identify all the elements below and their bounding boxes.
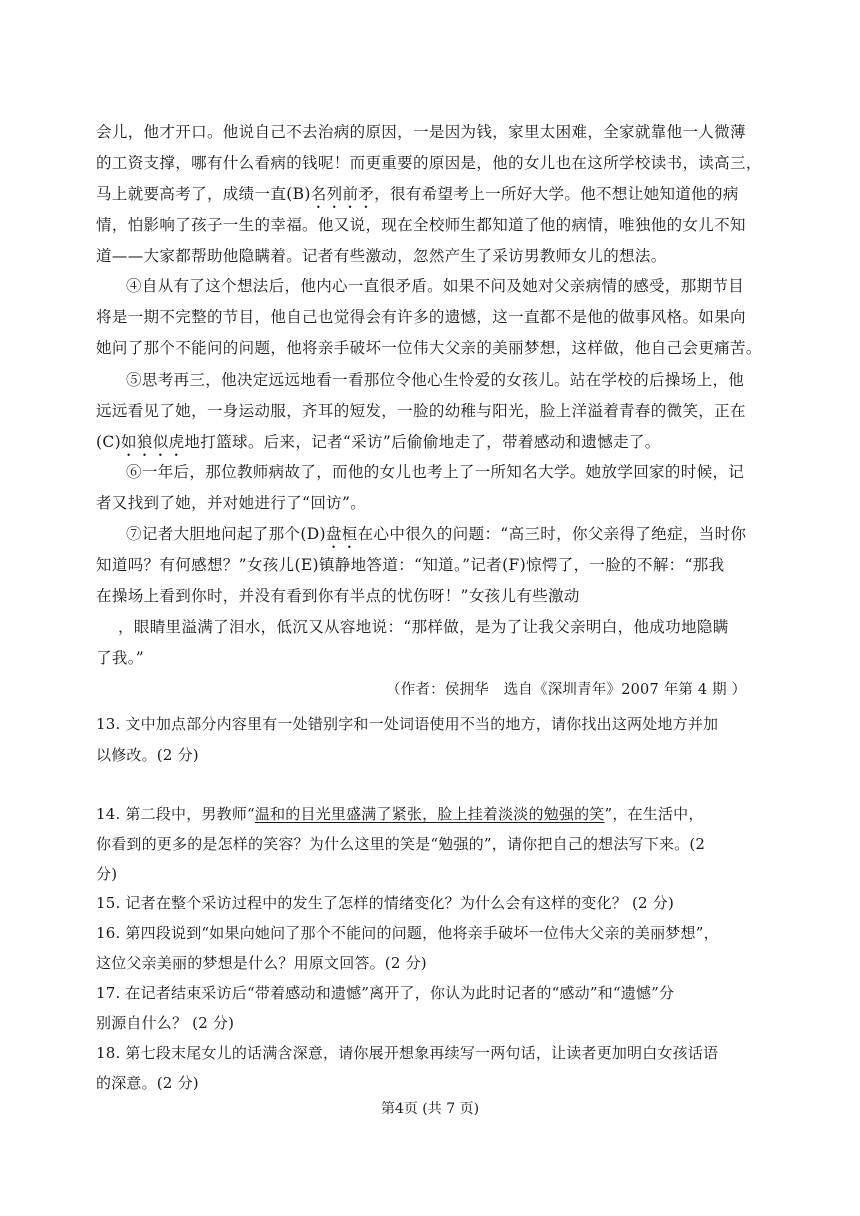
marker-b: (B) — [286, 185, 311, 203]
paragraph-7-line: ，眼睛里溢满了泪水，低沉又从容地说：“那样做，是为了让我父亲明白，他成功地隐瞒 — [118, 618, 729, 636]
question-14-cont: 分) — [96, 865, 118, 883]
passage-line: 道——大家都帮助他隐瞒着。记者有些激动，忽然产生了采访男教师女儿的想法。 — [96, 247, 667, 265]
dotted-phrase-d: 盘桓 — [325, 525, 358, 543]
passage-line: 马上就要高考了，成绩一直(B)名列前矛，很有希望考上一所好大学。他不想让她知道他的病 — [96, 185, 739, 203]
paragraph-5-line: ⑤思考再三，他决定远远地看一看那位令他心生怜爱的女孩儿。站在学校的后操场上，他 — [126, 371, 745, 389]
paragraph-7-line: ⑦记者大胆地问起了那个(D)盘桓在心中很久的问题：“高三时，你父亲得了绝症，当时你 — [126, 525, 747, 543]
source-citation: （作者：侯拥华 选自《深圳青年》2007 年第 4 期 ） — [386, 682, 747, 698]
paragraph-4-line: 将是一期不完整的节目，他自己也觉得会有许多的遗憾，这一直都不是他的做事风格。如果向 — [96, 308, 746, 326]
question-18-cont: 的深意。(2 分) — [96, 1074, 199, 1092]
question-17: 17. 在记者结束采访后“带着感动和遗憾”离开了，你认为此时记者的“感动”和“遗憾”分 — [96, 984, 675, 1002]
dotted-phrase-b: 名列前矛 — [310, 185, 375, 203]
question-16: 16. 第四段说到“如果向她问了那个不能问的问题，他将亲手破坏一位伟大父亲的美丽梦想”， — [96, 924, 719, 942]
paragraph-4-line: ④自从有了这个想法后，他内心一直很矛盾。如果不问及她对父亲病情的感受，那期节目 — [126, 277, 745, 295]
paragraph-7-line: 了我。” — [96, 649, 145, 667]
dotted-phrase-c: 如狼似虎 — [121, 433, 185, 451]
paragraph-4-line: 她问了那个不能问的问题，他将亲手破坏一位伟大父亲的美丽梦想，这样做，他自己会更痛苦。 — [96, 339, 762, 357]
passage-line: 的工资支撑，哪有什么看病的钱呢！而更重要的原因是，他的女儿也在这所学校读书，读高三， — [96, 154, 762, 172]
question-15: 15. 记者在整个采访过程中的发生了怎样的情绪变化？为什么会有这样的变化？ (2 分) — [96, 894, 675, 912]
paragraph-5-line: (C)如狼似虎地打篮球。后来，记者“采访”后偷偷地走了，带着感动和遗憾走了。 — [96, 433, 661, 451]
paragraph-7-line: 在操场上看到你时，并没有看到你有半点的忧伤呀！”女孩儿有些激动 — [96, 587, 580, 605]
page-number: 第4页 (共 7 页) — [380, 1101, 480, 1117]
paragraph-7-line: 知道吗？有何感想？”女孩儿(E)镇静地答道：“知道。”记者(F)惊愕了，一脸的不解：“那我 — [96, 556, 725, 574]
question-16-cont: 这位父亲美丽的梦想是什么？用原文回答。(2 分) — [96, 954, 427, 972]
marker-c: (C) — [96, 433, 122, 451]
question-14-cont: 你看到的更多的是怎样的笑容？为什么这里的笑是“勉强的”，请你把自己的想法写下来。(2 — [96, 835, 706, 853]
question-13: 13. 文中加点部分内容里有一处错别字和一处词语使用不当的地方，请你找出这两处地方并加 — [96, 715, 719, 733]
marker-d: (D) — [300, 525, 326, 543]
marker-e: (E) — [294, 556, 319, 574]
question-13-cont: 以修改。(2 分) — [96, 746, 199, 764]
marker-f: (F) — [502, 556, 527, 574]
passage-line: 会儿，他才开口。他说自己不去治病的原因，一是因为钱，家里太困难，全家就靠他一人微薄 — [96, 123, 746, 141]
paragraph-6-line: ⑥一年后，那位教师病故了，而他的女儿也考上了一所知名大学。她放学回家的时候，记 — [126, 463, 745, 481]
question-18: 18. 第七段末尾女儿的话满含深意，请你展开想象再续写一两句话，让读者更加明白女孩话语 — [96, 1044, 719, 1062]
passage-line: 情，怕影响了孩子一生的幸福。他又说，现在全校师生都知道了他的病情，唯独他的女儿不知 — [96, 216, 746, 234]
underlined-quote: 温和的目光里盛满了紧张，脸上挂着淡淡的勉强的笑 — [254, 805, 605, 823]
paragraph-5-line: 远远看见了她，一身运动服，齐耳的短发，一脸的幼稚与阳光，脸上洋溢着青春的微笑，正在 — [96, 402, 746, 420]
question-17-cont: 别源自什么？ (2 分) — [96, 1014, 235, 1032]
paragraph-6-line: 者又找到了她，并对她进行了“回访”。 — [96, 494, 367, 512]
question-14: 14. 第二段中，男教师“温和的目光里盛满了紧张，脸上挂着淡淡的勉强的笑”，在生活中， — [96, 805, 704, 823]
